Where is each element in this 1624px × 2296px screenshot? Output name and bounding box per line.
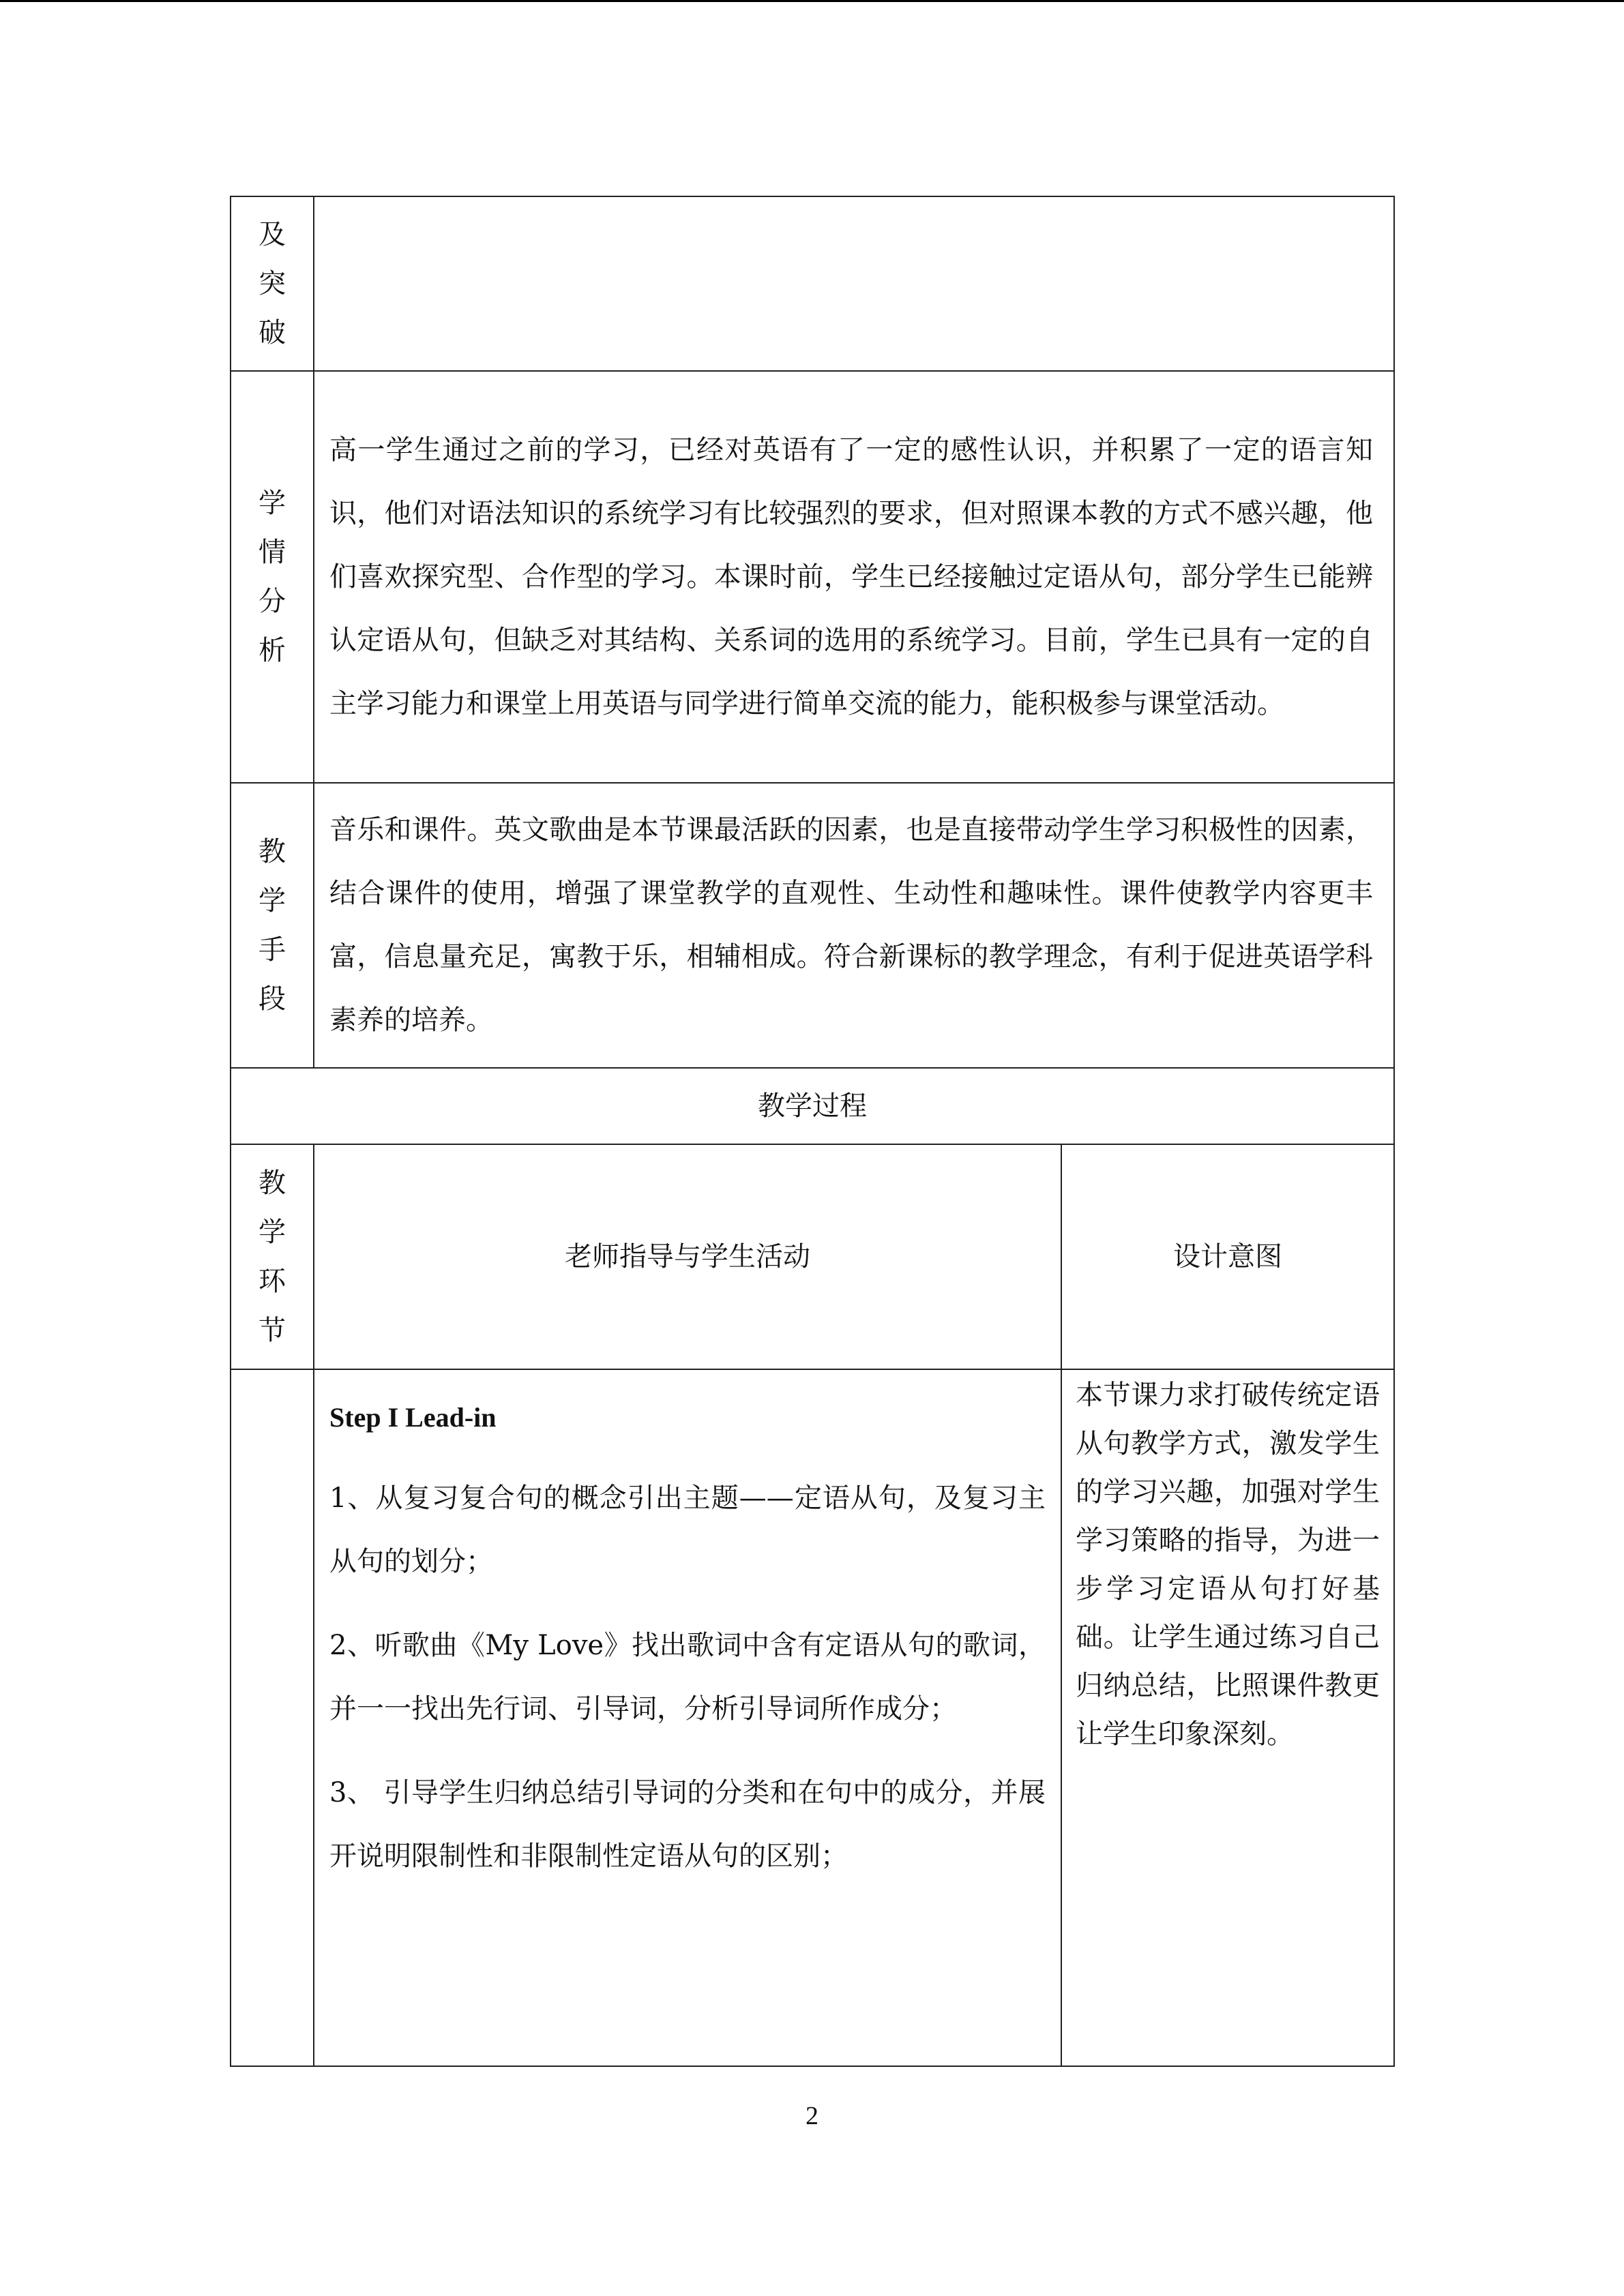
row-student-analysis [231, 371, 1394, 783]
breakthrough-label: 及突破 [259, 219, 286, 348]
student-analysis-label: 学情分析 [259, 488, 286, 666]
breakthrough-label-cell [231, 196, 314, 371]
page-number: 2 [806, 2102, 818, 2130]
top-border-line [0, 0, 1624, 2]
step-one-stage-cell [231, 1369, 314, 2066]
row-process-title [231, 1068, 1394, 1144]
row-step-one [231, 1369, 1394, 2066]
step-one-item-2: 2、听歌曲《My Love》找出歌词中含有定语从句的歌词，并一一找出先行词、引导词，分析引导词所作成分； [329, 1630, 1046, 1725]
student-analysis-label-cell [231, 371, 314, 783]
row-breakthrough [231, 196, 1394, 371]
step-one-title: Step I Lead-in [329, 1402, 497, 1433]
step-one-item-3: 3、 引导学生归纳总结引导词的分类和在句中的成分，并展开说明限制性和非限制性定语从句的区别； [329, 1777, 1046, 1872]
row-process-header [231, 1144, 1394, 1369]
breakthrough-content [314, 196, 1394, 371]
student-analysis-content: 高一学生通过之前的学习，已经对英语有了一定的感性认识，并积累了一定的语言知识，他们对语法知识的系统学习有比较强烈的要求，但对照课本教的方式不感兴趣，他们喜欢探究型、合作型的学习。本课时前，学生已经接触过定语从句，部分学生已能辨认定语从句，但缺乏对其结构、关系词的选用的系统学习。目前，学生已具有一定的自主学习能力和课堂上用英语与同学进行简单交流的能力，能积极参与课堂活动。 [314, 371, 1394, 783]
lesson-plan-table [230, 196, 1395, 2067]
teaching-means-label: 教学手段 [259, 836, 286, 1015]
teaching-means-label-cell [231, 783, 314, 1068]
step-one-activity-cell [314, 1369, 1061, 2066]
process-title: 教学过程 [231, 1068, 1394, 1144]
activity-header: 老师指导与学生活动 [314, 1144, 1061, 1369]
intent-header: 设计意图 [1061, 1144, 1394, 1369]
stage-label: 教学环节 [259, 1167, 286, 1346]
teaching-means-content: 音乐和课件。英文歌曲是本节课最活跃的因素，也是直接带动学生学习积极性的因素，结合课件的使用，增强了课堂教学的直观性、生动性和趣味性。课件使教学内容更丰富，信息量充足，寓教于乐，相辅相成。符合新课标的教学理念，有利于促进英语学科素养的培养。 [314, 783, 1394, 1068]
step-one-intent: 本节课力求打破传统定语从句教学方式，激发学生的学习兴趣，加强对学生学习策略的指导，为进一步学习定语从句打好基础。让学生通过练习自己归纳总结，比照课件教更让学生印象深刻。 [1061, 1369, 1394, 2066]
step-one-item-1: 1、从复习复合句的概念引出主题——定语从句，及复习主从句的划分； [329, 1482, 1046, 1577]
row-teaching-means [231, 783, 1394, 1068]
stage-label-cell [231, 1144, 314, 1369]
